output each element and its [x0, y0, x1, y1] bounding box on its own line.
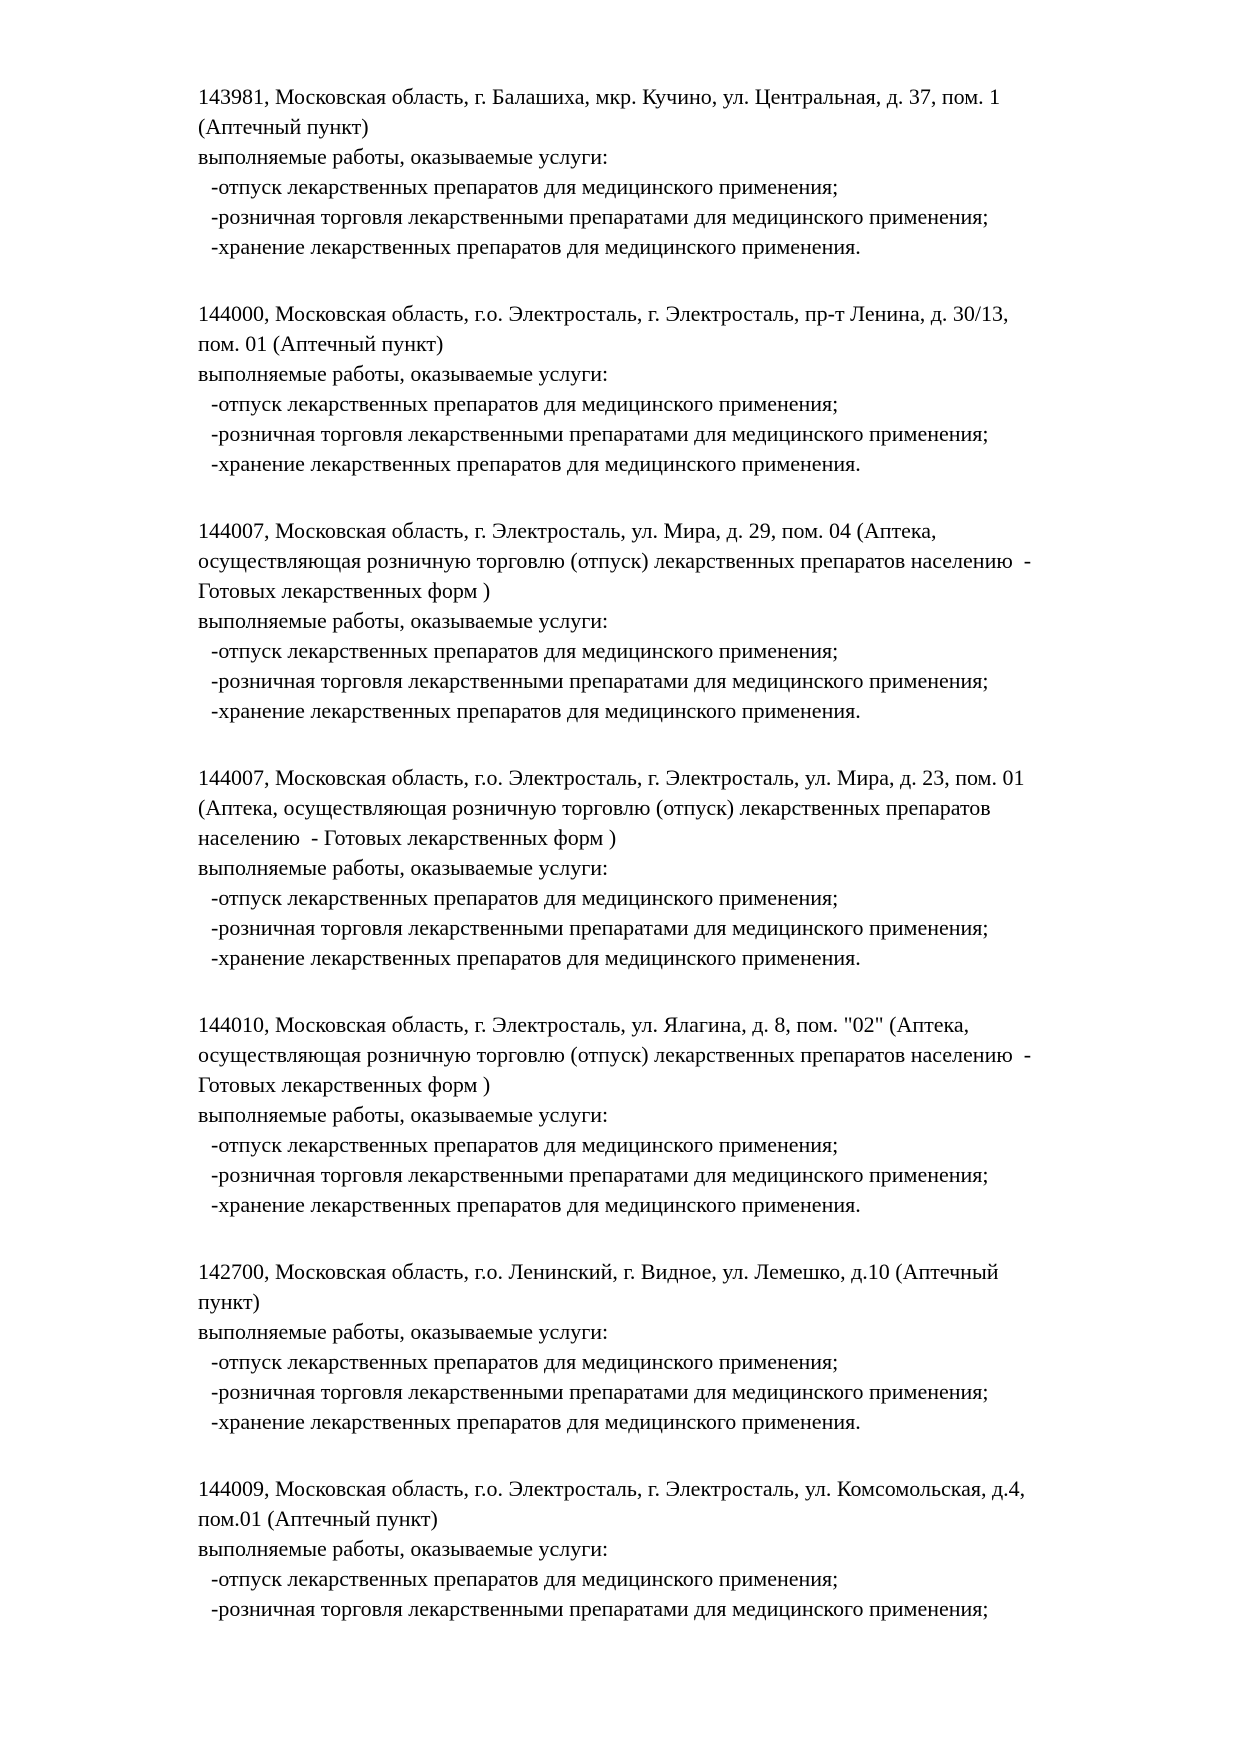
pharmacy-entry — [198, 516, 1078, 726]
entry-address — [198, 516, 1078, 606]
service-item: -розничная торговля лекарственными препаратами для медицинского применения; — [211, 668, 989, 693]
entry-address — [198, 1010, 1078, 1100]
pharmacy-entry — [198, 299, 1078, 479]
services-header: выполняемые работы, оказываемые услуги: — [198, 1536, 609, 1561]
service-item: -отпуск лекарственных препаратов для медицинского применения; — [211, 1566, 839, 1591]
service-item: -отпуск лекарственных препаратов для медицинского применения; — [211, 885, 839, 910]
address-line: (Аптечный пункт) — [198, 114, 369, 139]
service-item: -отпуск лекарственных препаратов для медицинского применения; — [211, 638, 839, 663]
address-line: 144010, Московская область, г. Электросталь, ул. Ялагина, д. 8, пом. "02" (Аптека, — [198, 1012, 970, 1037]
entry-services — [198, 883, 1078, 973]
service-item: -розничная торговля лекарственными препаратами для медицинского применения; — [211, 1379, 989, 1404]
entry-address — [198, 1257, 1078, 1317]
entry-services — [198, 172, 1078, 262]
address-line: 144009, Московская область, г.о. Электросталь, г. Электросталь, ул. Комсомольская, д.4, — [198, 1476, 1026, 1501]
address-line: пункт) — [198, 1289, 260, 1314]
address-line: пом. 01 (Аптечный пункт) — [198, 331, 444, 356]
address-line: (Аптека, осуществляющая розничную торговлю (отпуск) лекарственных препаратов — [198, 795, 991, 820]
service-item: -розничная торговля лекарственными препаратами для медицинского применения; — [211, 204, 989, 229]
address-line: Готовых лекарственных форм ) — [198, 1072, 491, 1097]
entry-address — [198, 1474, 1078, 1534]
address-line: 144000, Московская область, г.о. Электросталь, г. Электросталь, пр-т Ленина, д. 30/13, — [198, 301, 1009, 326]
entry-services — [198, 1564, 1078, 1624]
service-item: -хранение лекарственных препаратов для медицинского применения. — [211, 945, 861, 970]
address-line: 143981, Московская область, г. Балашиха, мкр. Кучино, ул. Центральная, д. 37, пом. 1 — [198, 84, 1001, 109]
address-line: населению - Готовых лекарственных форм ) — [198, 825, 617, 850]
address-line: осуществляющая розничную торговлю (отпуск) лекарственных препаратов населению - — [198, 548, 1032, 573]
services-header: выполняемые работы, оказываемые услуги: — [198, 144, 609, 169]
entry-address — [198, 82, 1078, 142]
service-item: -отпуск лекарственных препаратов для медицинского применения; — [211, 1349, 839, 1374]
service-item: -хранение лекарственных препаратов для медицинского применения. — [211, 698, 861, 723]
service-item: -хранение лекарственных препаратов для медицинского применения. — [211, 1409, 861, 1434]
address-line: 144007, Московская область, г.о. Электросталь, г. Электросталь, ул. Мира, д. 23, пом. 01 — [198, 765, 1025, 790]
service-item: -хранение лекарственных препаратов для медицинского применения. — [211, 451, 861, 476]
services-header: выполняемые работы, оказываемые услуги: — [198, 608, 609, 633]
service-item: -отпуск лекарственных препаратов для медицинского применения; — [211, 1132, 839, 1157]
document-page — [198, 82, 1078, 1661]
entry-services — [198, 636, 1078, 726]
address-line: 144007, Московская область, г. Электросталь, ул. Мира, д. 29, пом. 04 (Аптека, — [198, 518, 937, 543]
service-item: -розничная торговля лекарственными препаратами для медицинского применения; — [211, 421, 989, 446]
service-item: -розничная торговля лекарственными препаратами для медицинского применения; — [211, 915, 989, 940]
service-item: -отпуск лекарственных препаратов для медицинского применения; — [211, 391, 839, 416]
service-item: -хранение лекарственных препаратов для медицинского применения. — [211, 234, 861, 259]
pharmacy-entry — [198, 1474, 1078, 1624]
services-header: выполняемые работы, оказываемые услуги: — [198, 1102, 609, 1127]
entry-address — [198, 299, 1078, 359]
services-header: выполняемые работы, оказываемые услуги: — [198, 1319, 609, 1344]
address-line: осуществляющая розничную торговлю (отпуск) лекарственных препаратов населению - — [198, 1042, 1032, 1067]
address-line: пом.01 (Аптечный пункт) — [198, 1506, 438, 1531]
service-item: -розничная торговля лекарственными препаратами для медицинского применения; — [211, 1596, 989, 1621]
service-item: -розничная торговля лекарственными препаратами для медицинского применения; — [211, 1162, 989, 1187]
pharmacy-entry — [198, 82, 1078, 262]
pharmacy-entry — [198, 763, 1078, 973]
service-item: -хранение лекарственных препаратов для медицинского применения. — [211, 1192, 861, 1217]
address-line: 142700, Московская область, г.о. Ленинский, г. Видное, ул. Лемешко, д.10 (Аптечный — [198, 1259, 999, 1284]
entry-services — [198, 1130, 1078, 1220]
address-line: Готовых лекарственных форм ) — [198, 578, 491, 603]
service-item: -отпуск лекарственных препаратов для медицинского применения; — [211, 174, 839, 199]
entry-services — [198, 1347, 1078, 1437]
pharmacy-entry — [198, 1257, 1078, 1437]
pharmacy-entry — [198, 1010, 1078, 1220]
entry-address — [198, 763, 1078, 853]
services-header: выполняемые работы, оказываемые услуги: — [198, 855, 609, 880]
services-header: выполняемые работы, оказываемые услуги: — [198, 361, 609, 386]
entry-services — [198, 389, 1078, 479]
